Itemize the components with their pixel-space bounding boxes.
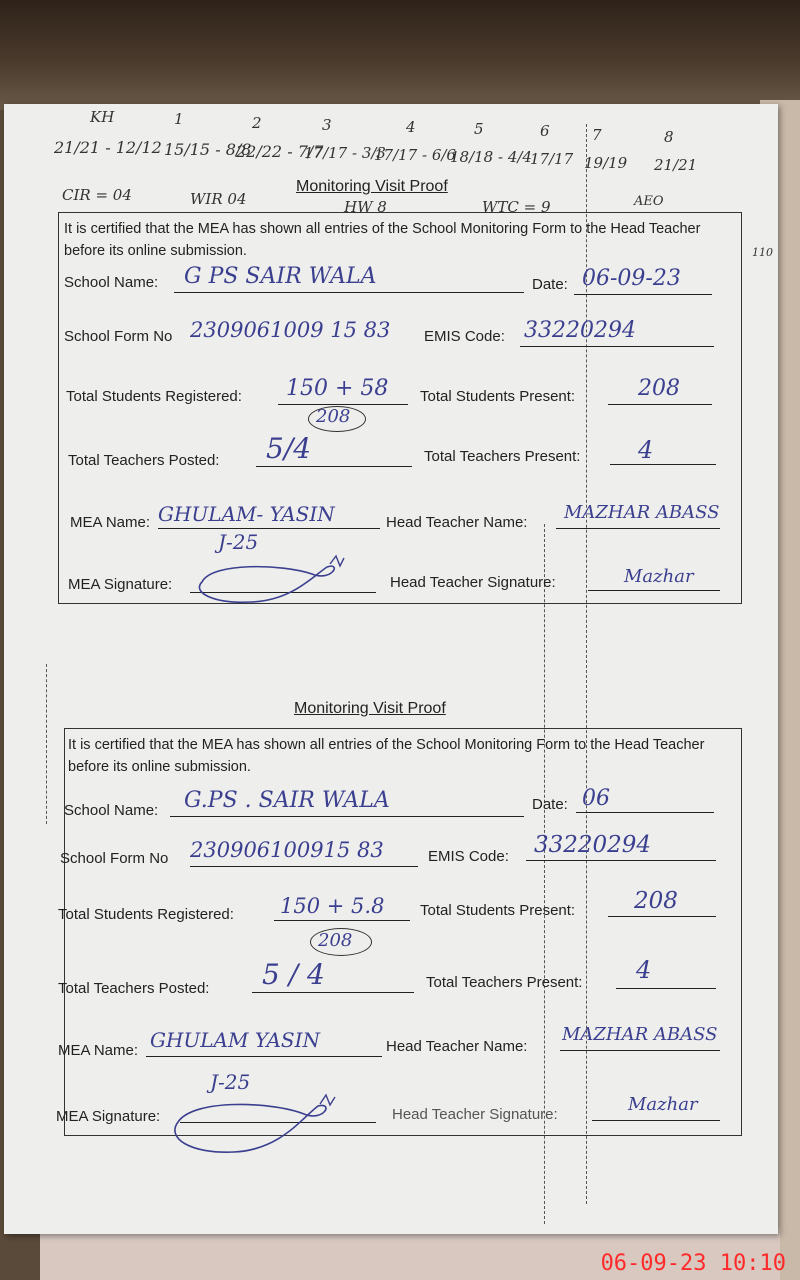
form1-title: Monitoring Visit Proof	[296, 178, 448, 195]
tally-col-number: 6	[540, 122, 550, 140]
form1-students-reg: 150 + 58	[286, 376, 389, 401]
form1-mea-name-label: MEA Name:	[70, 514, 151, 531]
form2-school-name: G.PS . SAIR WALA	[184, 788, 390, 813]
form1-emis: 33220294	[524, 318, 636, 343]
form2-teachers-posted: 5 / 4	[262, 958, 325, 991]
form2-date: 06	[582, 786, 610, 811]
form1-head-sig-line	[588, 590, 720, 591]
form1-teachers-posted-label: Total Teachers Posted:	[68, 452, 220, 469]
tally-fraction: 15/15 - 8/8	[164, 140, 252, 159]
form1-mea-code: J-25	[218, 530, 259, 554]
form2-mea-sig-label: MEA Signature:	[56, 1108, 161, 1125]
tally-fraction: 17/17 - 6/6	[374, 146, 456, 164]
tally-fraction: 18/18 - 4/4	[450, 148, 532, 166]
photo-timestamp: 06-09-23 10:10	[600, 1251, 786, 1276]
form1-date-line	[574, 294, 712, 295]
tally-cir: CIR = 04	[62, 186, 132, 204]
form2-title: Monitoring Visit Proof	[294, 700, 446, 717]
form1-mea-signature	[192, 552, 362, 608]
form2-head-sig-label: Head Teacher Signature:	[392, 1106, 558, 1123]
tally-col-number: 2	[252, 114, 262, 132]
form2-box	[64, 728, 742, 1136]
form1-date-label: Date:	[532, 276, 568, 293]
form2-emis-line	[526, 860, 716, 861]
form2-head-signature: Mazhar	[628, 1094, 698, 1115]
form2-teachers-present-line	[616, 988, 716, 989]
form2-students-reg: 150 + 5.8	[280, 894, 385, 918]
tally-fraction: 19/19	[584, 154, 628, 172]
form2-students-reg-total: 208	[318, 930, 353, 951]
form1-students-present-line	[608, 404, 712, 405]
form1-head-teacher-line	[556, 528, 720, 529]
form2-date-line	[576, 812, 714, 813]
form1-students-present-label: Total Students Present:	[420, 388, 576, 405]
form2-students-present: 208	[634, 888, 678, 914]
form1-head-signature: Mazhar	[624, 566, 694, 587]
tally-hw: HW 8	[344, 198, 387, 216]
tally-col-number: 8	[664, 128, 674, 146]
form1-school-name: G PS SAIR WALA	[184, 264, 377, 289]
tally-fraction: 17/17 - 3/3	[304, 144, 386, 162]
form1-mea-name: GHULAM- YASIN	[158, 502, 335, 526]
form2-students-reg-label: Total Students Registered:	[58, 906, 234, 923]
tally-fraction: 21/21 - 12/12	[54, 138, 162, 157]
form1-teachers-present-line	[610, 464, 716, 465]
form1-school-name-label: School Name:	[64, 274, 159, 291]
form2-emis: 33220294	[534, 832, 652, 858]
form2-mea-name: GHULAM YASIN	[150, 1028, 321, 1052]
form2-emis-label: EMIS Code:	[428, 848, 509, 865]
form1-emis-line	[520, 346, 714, 347]
background-top	[0, 0, 800, 110]
tally-col-number: 4	[406, 118, 416, 136]
form1-teachers-present-label: Total Teachers Present:	[424, 448, 581, 465]
form1-students-reg-total: 208	[316, 406, 351, 427]
tally-fraction: 21/21	[654, 156, 698, 174]
form2-school-name-label: School Name:	[64, 802, 159, 819]
form2-students-reg-line	[274, 920, 410, 921]
form2-students-present-line	[608, 916, 716, 917]
tally-header: KH	[90, 108, 115, 126]
form2-teachers-posted-line	[252, 992, 414, 993]
form1-head-teacher: MAZHAR ABASS	[564, 502, 720, 523]
form1-school-form: 2309061009 15 83	[190, 318, 391, 342]
form1-certification: It is certified that the MEA has shown all entries of the School Monitoring Form to the Head Teacher before its online submission.	[64, 221, 701, 259]
side-note: 110	[752, 246, 773, 259]
tally-fraction: 17/17	[530, 150, 574, 168]
tally-fraction: 22/22 - 7/7	[236, 142, 324, 161]
document-page	[4, 104, 778, 1234]
form2-certification: It is certified that the MEA has shown all entries of the School Monitoring Form to the Head Teacher before its online submission.	[68, 737, 705, 775]
form1-head-teacher-label: Head Teacher Name:	[386, 514, 528, 531]
form2-head-sig-line	[592, 1120, 720, 1121]
tally-col-number: 3	[322, 116, 332, 134]
fold-line	[46, 664, 47, 824]
form2-mea-signature	[164, 1088, 364, 1158]
form2-head-teacher-label: Head Teacher Name:	[386, 1038, 528, 1055]
tally-col-number: 1	[174, 110, 184, 128]
form1-mea-name-line	[158, 528, 380, 529]
form1-school-name-line	[174, 292, 524, 293]
form2-head-teacher: MAZHAR ABASS	[562, 1024, 718, 1045]
form2-mea-code: J-25	[210, 1070, 251, 1094]
tally-wtc: WTC = 9	[482, 198, 551, 216]
form2-school-form-line	[190, 866, 418, 867]
form2-mea-name-line	[146, 1056, 382, 1057]
form2-students-present-label: Total Students Present:	[420, 902, 576, 919]
tally-aeo: AEO	[634, 194, 664, 209]
form1-students-reg-line	[278, 404, 408, 405]
form1-mea-sig-label: MEA Signature:	[68, 576, 173, 593]
form2-teachers-posted-label: Total Teachers Posted:	[58, 980, 210, 997]
form2-mea-name-label: MEA Name:	[58, 1042, 139, 1059]
form1-teachers-present: 4	[638, 436, 654, 464]
form2-date-label: Date:	[532, 796, 568, 813]
tally-col-number: 5	[474, 120, 484, 138]
form2-school-form-label: School Form No	[60, 850, 169, 867]
form1-emis-label: EMIS Code:	[424, 328, 505, 345]
form1-students-reg-label: Total Students Registered:	[66, 388, 242, 405]
form1-teachers-posted: 5/4	[266, 432, 312, 465]
form1-date: 06-09-23	[582, 266, 681, 291]
form2-head-teacher-line	[560, 1050, 720, 1051]
form1-school-form-label: School Form No	[64, 328, 173, 345]
form1-head-sig-label: Head Teacher Signature:	[390, 574, 556, 591]
form2-teachers-present: 4	[636, 956, 652, 984]
form2-school-form: 230906100915 83	[190, 838, 384, 862]
tally-col-number: 7	[592, 126, 602, 144]
form2-teachers-present-label: Total Teachers Present:	[426, 974, 583, 991]
form2-school-name-line	[170, 816, 524, 817]
form1-students-present: 208	[638, 376, 680, 401]
form1-teachers-posted-line	[256, 466, 412, 467]
tally-wir: WIR 04	[190, 190, 247, 208]
